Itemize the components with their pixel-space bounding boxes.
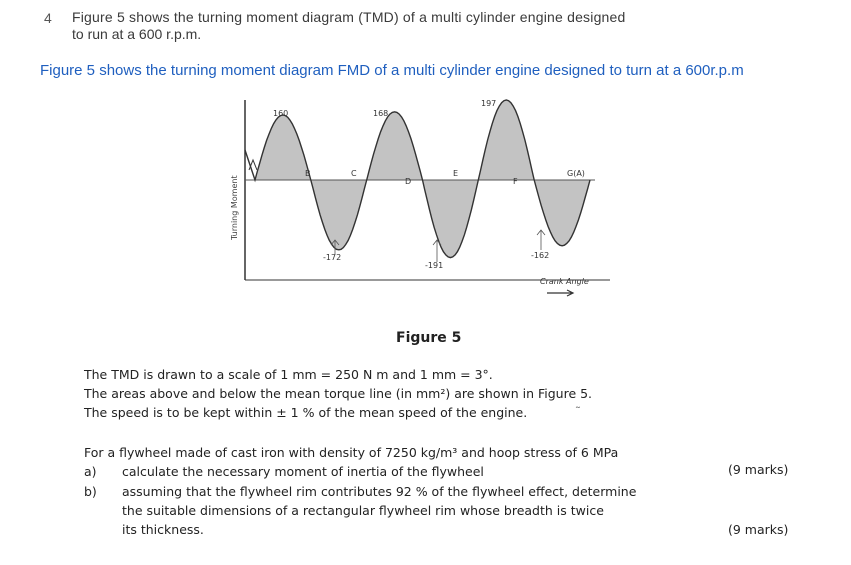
flywheel-statement: For a flywheel made of cast iron with density of 7250 kg/m³ and hoop stress of 6 MPa (84, 445, 619, 460)
figure-caption-blue: Figure 5 shows the turning moment diagram FMD of a multi cylinder engine designed to turn at a 600r.p.m (40, 62, 744, 79)
y-axis-label: Turning Moment (230, 175, 239, 240)
speed-statement: The speed is to be kept within ± 1 % of the mean speed of the engine. (84, 405, 528, 420)
area-segment-f-ga (534, 180, 590, 246)
area-label-fg: -162 (531, 251, 550, 260)
part-a-text: calculate the necessary moment of inertia of the flywheel (122, 464, 484, 479)
stray-mark: ˜ (576, 404, 580, 418)
point-label-g-a: G(A) (567, 169, 585, 178)
crank-angle-arrow-icon (547, 290, 573, 296)
part-b-letter: b) (84, 484, 97, 499)
part-a-letter: a) (84, 464, 97, 479)
leader-arrow-icon (537, 230, 545, 250)
part-b-marks: (9 marks) (728, 522, 789, 537)
figure-label: Figure 5 (396, 330, 462, 346)
part-a-marks: (9 marks) (728, 462, 789, 477)
part-b-text-line-3: its thickness. (122, 522, 204, 537)
point-label-e: E (453, 169, 459, 178)
turning-moment-diagram (225, 90, 625, 305)
area-segment-a-b (255, 115, 311, 180)
part-b-text-line-1: assuming that the flywheel rim contributes 92 % of the flywheel effect, determine (122, 484, 637, 499)
point-label-b: B (305, 169, 311, 178)
point-label-f: F (513, 177, 518, 186)
question-number: 4 (44, 10, 52, 26)
x-axis-label: Crank Angle (540, 277, 589, 286)
scale-statement: The TMD is drawn to a scale of 1 mm = 250 N m and 1 mm = 3°. (84, 367, 493, 382)
area-segment-e-f (478, 100, 534, 180)
area-label-de: -191 (425, 261, 444, 270)
point-label-d: D (405, 177, 412, 186)
area-label-bc: -172 (323, 253, 342, 262)
area-segment-b-c (311, 180, 367, 250)
question-text-faded-line-2: to run at a 600 r.p.m. (72, 26, 202, 42)
area-segment-c-d (367, 112, 423, 180)
areas-statement: The areas above and below the mean torque line (in mm²) are shown in Figure 5. (84, 386, 593, 401)
point-label-c: C (351, 169, 357, 178)
area-label-ef: 197 (481, 99, 497, 108)
area-segment-d-e (423, 180, 479, 258)
part-b-text-line-2: the suitable dimensions of a rectangular flywheel rim whose breadth is twice (122, 503, 604, 518)
question-text-faded-line-1: Figure 5 shows the turning moment diagram (TMD) of a multi cylinder engine designed (72, 9, 626, 25)
area-label-ab: 160 (273, 109, 289, 118)
area-label-cd: 168 (373, 109, 389, 118)
leader-arrow-icon (433, 240, 441, 262)
